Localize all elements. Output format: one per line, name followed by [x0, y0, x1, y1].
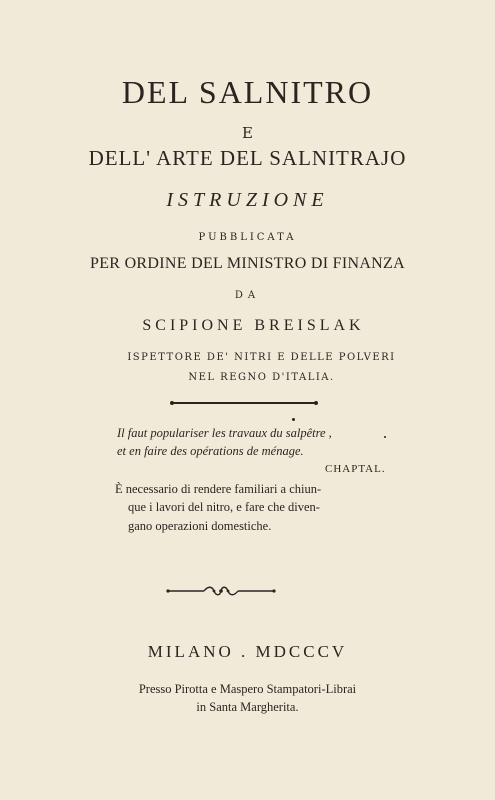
ink-fleck [292, 418, 295, 421]
published-label: PUBBLICATA [198, 232, 297, 243]
author-role-line1: ISPETTORE DE' NITRI E DELLE POLVERI [127, 352, 396, 363]
ink-fleck [384, 436, 386, 438]
imprint-printer-line1: Presso Pirotta e Maspero Stampatori-Librai [138, 682, 357, 696]
epigraph-french-line2: et en faire des opérations de ménage. [117, 444, 304, 458]
genre-title: ISTRUZIONE [166, 189, 329, 211]
by-label: DA [234, 290, 261, 301]
main-title: DEL SALNITRO [121, 74, 374, 110]
divider-rule [172, 402, 316, 404]
epigraph-french-line1: Il faut populariser les travaux du salpêtre , [117, 426, 332, 440]
author-role-line2: NEL REGNO D'ITALIA. [188, 372, 335, 383]
author-name: SCIPIONE BREISLAK [142, 317, 365, 334]
order-line: PER ORDINE DEL MINISTRO DI FINANZA [90, 255, 405, 272]
epigraph-attribution: CHAPTAL. [325, 463, 386, 475]
title-conjunction: E [242, 124, 253, 142]
ornament-divider [166, 585, 276, 597]
secondary-title: DELL' ARTE DEL SALNITRAJO [88, 146, 407, 170]
epigraph-italian-line3: gano operazioni domestiche. [128, 519, 272, 533]
imprint-place-year: MILANO . MDCCCV [147, 642, 348, 661]
imprint-printer-line2: in Santa Margherita. [196, 700, 299, 714]
epigraph-italian-line2: que i lavori del nitro, e fare che diven- [128, 500, 320, 514]
epigraph-italian-line1: È necessario di rendere familiari a chiun- [115, 482, 322, 496]
